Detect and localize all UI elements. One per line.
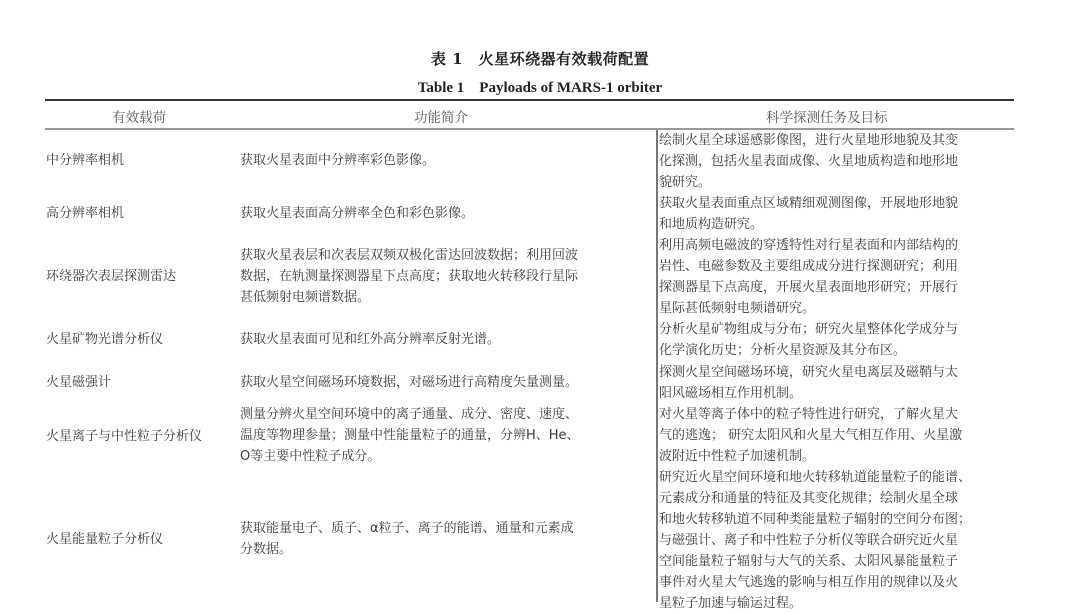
text-line: 探测器星下点高度，开展火星表面地形研究；开展行 <box>659 280 959 295</box>
table-top-rule <box>45 99 1014 101</box>
payload-name: 环绕器次表层探测雷达 <box>46 269 177 284</box>
text-line: 岩性、电磁参数及主要组成成分进行探测研究；利用 <box>659 259 959 274</box>
payload-name: 高分辨率相机 <box>46 206 125 221</box>
text-line: 和地质构造研究。 <box>659 217 764 232</box>
text-line: 化学演化历史；分析火星资源及其分布区。 <box>659 343 907 358</box>
text-line: 获取火星表面可见和红外高分辨率反射光谱。 <box>240 332 501 347</box>
header-mission: 科学探测任务及目标 <box>766 110 888 126</box>
text-line: 温度等物理参量；测量中性能量粒子的通量，分辨H、He、 <box>240 428 580 443</box>
table-title-chinese: 表 1 火星环绕器有效载荷配置 <box>430 50 650 68</box>
function-desc <box>240 245 635 308</box>
mission-desc <box>659 235 1011 319</box>
function-desc <box>240 372 635 393</box>
mission-desc <box>659 193 1011 235</box>
text-line: 气的逃逸； 研究太阳风和火星大气相互作用、火星激 <box>659 428 963 443</box>
text-line: 数据，在轨测量探测器星下点高度；获取地火转移段行星际 <box>240 269 579 284</box>
text-line: 空间能量粒子辐射与大气的关系、太阳风暴能量粒子 <box>659 554 959 569</box>
payload-name: 中分辨率相机 <box>46 153 125 168</box>
text-line: 获取火星空间磁场环境数据，对磁场进行高精度矢量测量。 <box>240 375 579 390</box>
text-line: 阳风磁场相互作用机制。 <box>659 386 803 401</box>
text-line: 绘制火星全球遥感影像图，进行火星地形地貌及其变 <box>659 133 959 148</box>
payload-name: 火星磁强计 <box>46 375 112 390</box>
text-line: 利用高频电磁波的穿透特性对行星表面和内部结构的 <box>659 238 959 253</box>
text-line: 事件对火星大气逃逸的影响与相互作用的规律以及火 <box>659 575 959 590</box>
text-line: 貌研究。 <box>659 175 712 190</box>
function-desc <box>240 203 635 224</box>
header-function: 功能简介 <box>414 110 468 126</box>
text-line: 化探测，包括火星表面成像、火星地质构造和地形地 <box>659 154 959 169</box>
mission-desc <box>659 130 1011 193</box>
text-line: 分析火星矿物组成与分布；研究火星整体化学成分与 <box>659 322 959 337</box>
function-desc <box>240 518 635 560</box>
text-line: 获取能量电子、质子、α粒子、离子的能谱、通量和元素成 <box>240 521 574 536</box>
text-line: 获取火星表面中分辨率彩色影像。 <box>240 153 436 168</box>
text-line: 与磁强计、离子和中性粒子分析仪等联合研究近火星 <box>659 533 959 548</box>
mission-desc <box>659 467 1011 614</box>
text-line: 探测火星空间磁场环境，研究火星电离层及磁鞘与太 <box>659 365 959 380</box>
payload-name: 火星能量粒子分析仪 <box>46 532 164 547</box>
header-payload: 有效载荷 <box>112 110 166 126</box>
text-line: 获取火星表面高分辨率全色和彩色影像。 <box>240 206 475 221</box>
function-desc <box>240 404 635 467</box>
function-desc <box>240 329 635 350</box>
text-line: 波附近中性粒子加速机制。 <box>659 449 816 464</box>
text-line: 分数据。 <box>240 542 293 557</box>
table-title-english: Table 1 Payloads of MARS-1 orbiter <box>417 80 663 96</box>
mission-desc <box>659 362 1011 404</box>
text-line: 甚低频射电频谱数据。 <box>240 290 371 305</box>
text-line: O等主要中性粒子成分。 <box>240 449 381 464</box>
text-line: 星际甚低频射电频谱研究。 <box>659 301 816 316</box>
payload-name: 火星离子与中性粒子分析仪 <box>46 429 203 444</box>
text-line: 研究近火星空间环境和地火转移轨道能量粒子的能谱、 <box>659 470 972 485</box>
text-line: 测量分辨火星空间环境中的离子通量、成分、密度、速度、 <box>240 407 579 422</box>
text-line: 星粒子加速与输运过程。 <box>659 596 803 611</box>
payload-name: 火星矿物光谱分析仪 <box>46 332 164 347</box>
text-line: 获取火星表层和次表层双频双极化雷达回波数据；利用回波 <box>240 248 579 263</box>
mission-desc <box>659 404 1011 467</box>
text-line: 元素成分和通量的特征及其变化规律；绘制火星全球 <box>659 491 959 506</box>
column-divider <box>656 130 658 602</box>
function-desc <box>240 150 635 171</box>
mission-desc <box>659 319 1011 361</box>
text-line: 对火星等离子体中的粒子特性进行研究，了解火星大 <box>659 407 959 422</box>
text-line: 获取火星表面重点区域精细观测图像，开展地形地貌 <box>659 196 959 211</box>
text-line: 和地火转移轨道不同种类能量粒子辐射的空间分布图； <box>659 512 972 527</box>
